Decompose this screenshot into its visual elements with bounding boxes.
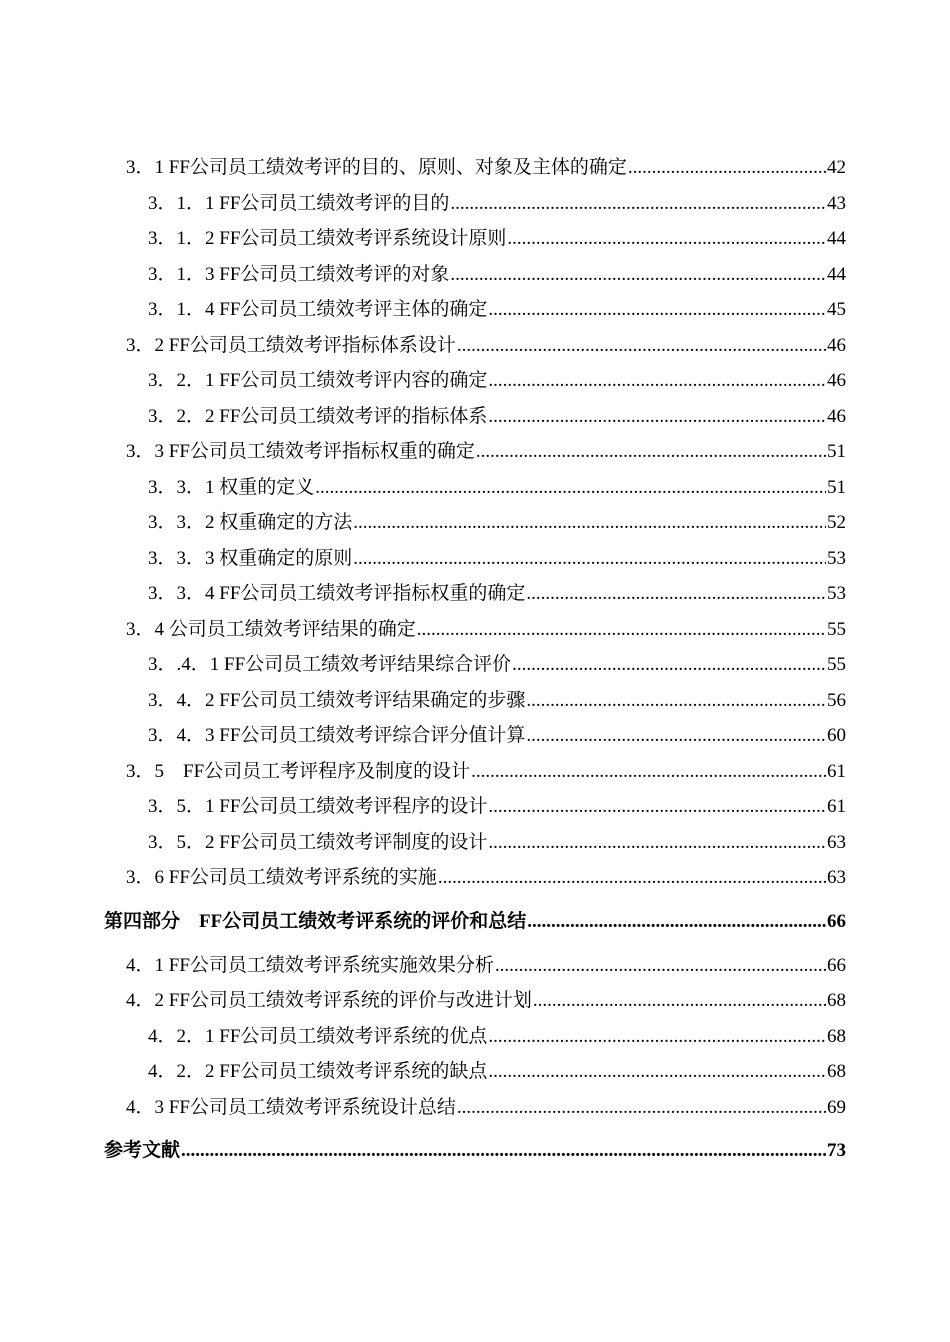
toc-entry[interactable]	[104, 505, 846, 541]
toc-entry[interactable]	[104, 1090, 846, 1126]
toc-entry[interactable]	[104, 1054, 846, 1090]
toc-entry-title: 3．2．2 FF公司员工绩效考评的指标体系	[148, 405, 488, 427]
toc-entry-title: 3．3．3 权重确定的原则	[148, 547, 353, 569]
toc-entry[interactable]	[104, 683, 846, 719]
toc-page-number: 60	[827, 725, 846, 746]
toc-page-number: 43	[827, 192, 846, 214]
dot-leader	[628, 150, 826, 186]
toc-entry-title: 第四部分 FF公司员工绩效考评系统的评价和总结	[104, 910, 527, 932]
toc-entry[interactable]	[104, 576, 846, 612]
toc-entry-title: 4．1 FF公司员工绩效考评系统实施效果分析	[126, 954, 494, 976]
toc-entry-title: 3．3．1 权重的定义	[148, 476, 315, 498]
dot-leader	[476, 434, 826, 470]
toc-entry-title: 3．4．2 FF公司员工绩效考评结果确定的步骤	[148, 689, 526, 711]
dot-leader	[488, 1019, 826, 1055]
dot-leader	[495, 948, 826, 984]
toc-entry-title: 3．2．1 FF公司员工绩效考评内容的确定	[148, 370, 488, 391]
toc-page-number: 51	[827, 476, 846, 498]
dot-leader	[471, 754, 826, 790]
toc-entry[interactable]	[104, 186, 846, 222]
dot-leader	[526, 683, 826, 719]
toc-entry[interactable]	[104, 754, 846, 790]
toc-entry[interactable]	[104, 150, 846, 186]
toc-page-number: 45	[827, 299, 846, 320]
dot-leader	[457, 1090, 826, 1126]
dot-leader	[457, 328, 826, 364]
dot-leader	[450, 186, 826, 222]
toc-entry[interactable]	[104, 221, 846, 257]
dot-leader	[315, 470, 826, 506]
dot-leader	[488, 1054, 826, 1090]
toc-entry[interactable]	[104, 1019, 846, 1055]
dot-leader	[438, 860, 826, 896]
toc-entry[interactable]	[104, 825, 846, 861]
dot-leader	[507, 221, 826, 257]
toc-page-number: 66	[827, 910, 846, 932]
toc-page-number: 73	[827, 1140, 846, 1161]
toc-entry[interactable]	[104, 434, 846, 470]
toc-entry[interactable]	[104, 292, 846, 328]
dot-leader	[526, 718, 826, 754]
toc-page-number: 51	[827, 441, 846, 462]
toc-entry[interactable]	[104, 983, 846, 1019]
toc-entry[interactable]	[104, 718, 846, 754]
dot-leader	[488, 789, 826, 825]
toc-page-number: 68	[827, 990, 846, 1011]
toc-entry[interactable]	[104, 541, 846, 577]
toc-page-number: 61	[827, 760, 846, 782]
table-of-contents	[104, 150, 846, 1177]
toc-entry-title: 3．4 公司员工绩效考评结果的确定	[126, 618, 416, 640]
toc-entry[interactable]	[104, 860, 846, 896]
toc-page-number: 66	[827, 954, 846, 976]
toc-entry-title: 3．3．4 FF公司员工绩效考评指标权重的确定	[148, 583, 526, 604]
dot-leader	[488, 399, 826, 435]
toc-entry-title: 3．1．1 FF公司员工绩效考评的目的	[148, 192, 450, 214]
toc-entry-title: 3．3 FF公司员工绩效考评指标权重的确定	[126, 441, 475, 462]
toc-entry-title: 4．2 FF公司员工绩效考评系统的评价与改进计划	[126, 990, 532, 1011]
toc-page-number: 46	[827, 334, 846, 356]
toc-section-heading[interactable]	[104, 1128, 846, 1174]
dot-leader	[533, 983, 826, 1019]
toc-entry-title: 3．2 FF公司员工绩效考评指标体系设计	[126, 334, 456, 356]
toc-entry-title: 3．6 FF公司员工绩效考评系统的实施	[126, 867, 437, 888]
toc-entry[interactable]	[104, 363, 846, 399]
toc-page-number: 61	[827, 796, 846, 817]
toc-entry-title: 3．1．2 FF公司员工绩效考评系统设计原则	[148, 228, 507, 249]
toc-page-number: 44	[827, 263, 846, 285]
toc-page-number: 53	[827, 583, 846, 604]
dot-leader	[488, 363, 826, 399]
toc-page-number: 56	[827, 689, 846, 711]
toc-entry[interactable]	[104, 399, 846, 435]
toc-page-number: 55	[827, 654, 846, 675]
toc-section-heading[interactable]	[104, 899, 846, 945]
dot-leader	[353, 541, 826, 577]
toc-page-number: 63	[827, 867, 846, 888]
toc-entry-title: 3．1 FF公司员工绩效考评的目的、原则、对象及主体的确定	[126, 157, 627, 178]
toc-entry-title: 3．3．2 权重确定的方法	[148, 512, 353, 533]
dot-leader	[488, 825, 826, 861]
toc-entry[interactable]	[104, 948, 846, 984]
toc-page-number: 42	[827, 157, 846, 178]
dot-leader	[527, 899, 826, 945]
toc-entry-title: 3．5．1 FF公司员工绩效考评程序的设计	[148, 796, 488, 817]
toc-entry[interactable]	[104, 470, 846, 506]
toc-page-number: 53	[827, 547, 846, 569]
toc-entry[interactable]	[104, 328, 846, 364]
toc-entry-title: 3．4．3 FF公司员工绩效考评综合评分值计算	[148, 725, 526, 746]
toc-entry-title: 4．2．1 FF公司员工绩效考评系统的优点	[148, 1025, 488, 1047]
dot-leader	[526, 576, 826, 612]
toc-entry-title: 参考文献	[104, 1140, 181, 1161]
dot-leader	[512, 647, 826, 683]
dot-leader	[181, 1128, 826, 1174]
toc-entry-title: 3．.4．1 FF公司员工绩效考评结果综合评价	[148, 654, 512, 675]
toc-entry[interactable]	[104, 789, 846, 825]
dot-leader	[488, 292, 826, 328]
toc-entry[interactable]	[104, 612, 846, 648]
dot-leader	[353, 505, 826, 541]
toc-page-number: 68	[827, 1061, 846, 1082]
toc-entry-title: 3．1．4 FF公司员工绩效考评主体的确定	[148, 299, 488, 320]
toc-entry-title: 4．3 FF公司员工绩效考评系统设计总结	[126, 1096, 456, 1118]
toc-page-number: 46	[827, 370, 846, 391]
toc-page-number: 52	[827, 512, 846, 533]
toc-page-number: 46	[827, 405, 846, 427]
toc-entry-title: 3．5 FF公司员工考评程序及制度的设计	[126, 760, 471, 782]
toc-page-number: 55	[827, 618, 846, 640]
toc-page-number: 68	[827, 1025, 846, 1047]
toc-entry[interactable]	[104, 647, 846, 683]
toc-page-number: 63	[827, 831, 846, 853]
toc-entry-title: 4．2．2 FF公司员工绩效考评系统的缺点	[148, 1061, 488, 1082]
dot-leader	[417, 612, 826, 648]
toc-entry[interactable]	[104, 257, 846, 293]
toc-page-number: 44	[827, 228, 846, 249]
dot-leader	[450, 257, 826, 293]
toc-page-number: 69	[827, 1096, 846, 1118]
toc-entry-title: 3．5．2 FF公司员工绩效考评制度的设计	[148, 831, 488, 853]
toc-entry-title: 3．1．3 FF公司员工绩效考评的对象	[148, 263, 450, 285]
